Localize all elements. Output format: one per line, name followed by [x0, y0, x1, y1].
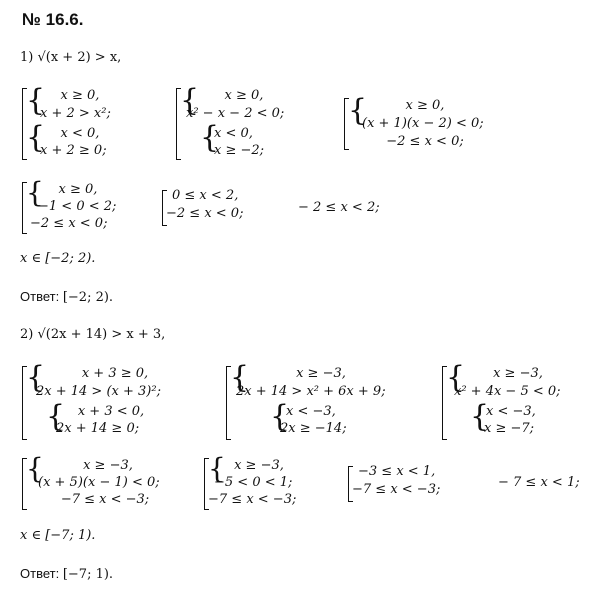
p2-b2-s2a: x < −3, — [286, 404, 336, 419]
p2-b3-s1a: x ≥ −3, — [493, 366, 543, 381]
p1-b2-s2a: x < 0, — [214, 126, 253, 141]
p1-b3-s2: −2 ≤ x < 0; — [386, 134, 464, 149]
p1-b1-s2b: x + 2 ≥ 0; — [40, 143, 107, 158]
p2-b6-r1: −3 ≤ x < 1, — [358, 464, 436, 479]
p2-b1-s1a: x + 3 ≥ 0, — [81, 366, 149, 381]
p1-b2-s1a: x ≥ 0, — [224, 88, 264, 103]
p1-b2-s2b: x ≥ −2; — [214, 143, 265, 158]
p1-b1-s1a: x ≥ 0, — [60, 88, 100, 103]
p2-answer-label: Ответ: — [20, 566, 60, 581]
p1-b1-s1b: x + 2 > x²; — [40, 106, 111, 121]
p2-b6-r2: −7 ≤ x < −3; — [352, 482, 441, 497]
p1-b5-r2: −2 ≤ x < 0; — [166, 206, 244, 221]
p2-b4-s1b: (x + 5)(x − 1) < 0; — [38, 475, 160, 490]
p2-result-line: − 7 ≤ x < 1; — [498, 475, 580, 490]
p1-b2-s1b: x² − x − 2 < 0; — [186, 106, 285, 121]
p2-b4-s2: −7 ≤ x < −3; — [60, 492, 150, 507]
p2-b5-s1b: −5 < 0 < 1; — [214, 475, 293, 490]
p2-b5-s1a: x ≥ −3, — [234, 458, 284, 473]
problem-number: № 16.6. — [22, 10, 84, 29]
p2-b5-s2: −7 ≤ x < −3; — [208, 492, 297, 507]
p1-result-line: − 2 ≤ x < 2; — [298, 200, 380, 215]
p2-b3-s2b: x ≥ −7; — [484, 421, 535, 436]
p2-b1-s2a: x + 3 < 0, — [77, 404, 145, 419]
p2-answer — [20, 566, 113, 582]
p2-b3-s1b: x² + 4x − 5 < 0; — [454, 384, 561, 399]
p1-b3-s1b: (x + 1)(x − 2) < 0; — [362, 116, 484, 131]
p1-answer — [20, 289, 113, 305]
p1-b4-s2: −2 ≤ x < 0; — [30, 216, 108, 231]
p2-answer-value: [−7; 1). — [62, 567, 114, 582]
p1-b5-r1: 0 ≤ x < 2, — [172, 188, 239, 203]
p2-b2-s1a: x ≥ −3, — [296, 366, 346, 381]
part1-header: 1) √(x + 2) > x, — [20, 50, 122, 65]
p1-b1-s2a: x < 0, — [60, 126, 100, 141]
p2-solution-set: x ∈ [−7; 1). — [20, 528, 96, 543]
p1-answer-value: [−2; 2). — [62, 290, 114, 305]
p1-b4-s1a: x ≥ 0, — [58, 182, 98, 197]
p2-b4-s1a: x ≥ −3, — [83, 458, 133, 473]
p1-b4-s1b: −1 < 0 < 2; — [38, 199, 117, 214]
part2-header: 2) √(2x + 14) > x + 3, — [20, 327, 166, 342]
p1-answer-label: Ответ: — [20, 289, 60, 304]
p2-b3-s2a: x < −3, — [486, 404, 536, 419]
p2-b1-s2b: 2x + 14 ≥ 0; — [56, 421, 140, 436]
p2-b2-s2b: 2x ≥ −14; — [280, 421, 347, 436]
p1-solution-set: x ∈ [−2; 2). — [20, 251, 96, 266]
p2-b2-s1b: 2x + 14 > x² + 6x + 9; — [236, 384, 386, 399]
p2-b1-s1b: 2x + 14 > (x + 3)²; — [36, 384, 161, 399]
p1-b3-s1a: x ≥ 0, — [405, 98, 445, 113]
